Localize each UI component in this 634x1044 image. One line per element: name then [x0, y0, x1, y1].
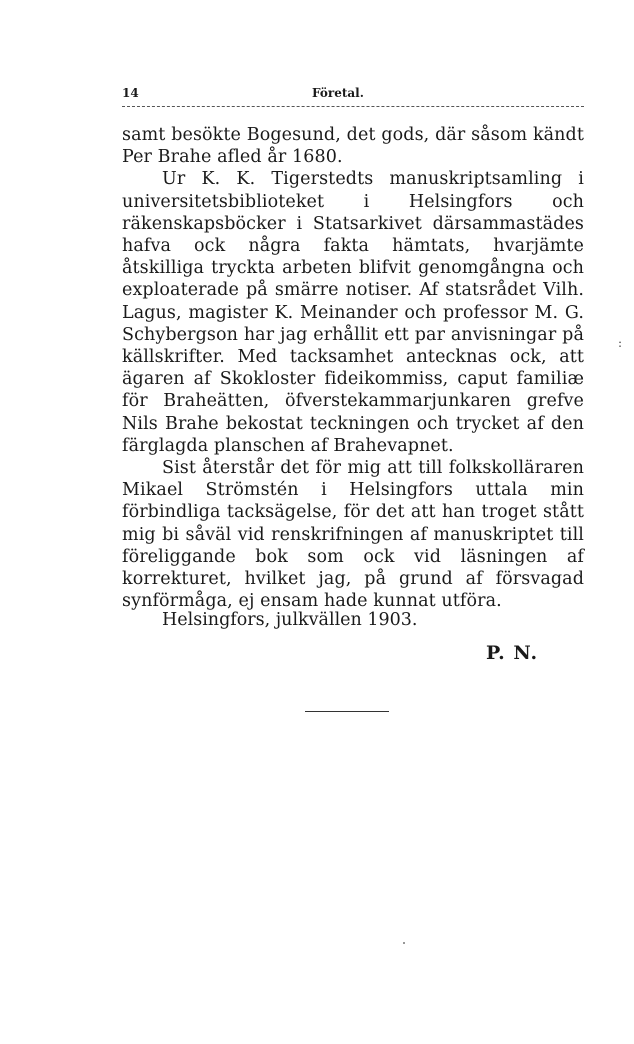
page-number: 14	[122, 86, 139, 100]
margin-mark: :	[618, 336, 623, 350]
paragraph-1: samt besökte Bogesund, det gods, där såsom kändt Per Brahe afled år 1680.	[122, 125, 584, 168]
header-rule	[122, 106, 584, 107]
end-rule	[305, 711, 389, 712]
running-title: Företal.	[312, 86, 364, 100]
dateline: Helsingfors, julkvällen 1903.	[162, 610, 418, 630]
body-text	[122, 124, 584, 612]
signature: P. N.	[486, 642, 539, 664]
scan-speck	[403, 942, 405, 944]
paragraph-3: Sist återstår det för mig att till folkskolläraren Mikael Strömstén i Helsingfors uttala min förbindliga tacksägelse, för det att han troget stått mig bi såväl vid renskrifningen af manuskriptet till föreliggande bok som ock vid läsningen af korrekturet, hvilket jag, på grund af försvagad synförmåga, ej ensam hade kunnat utföra.	[122, 458, 584, 612]
paragraph-2: Ur K. K. Tigerstedts manuskriptsamling i universitetsbiblioteket i Helsingfors och räkenskapsböcker i Statsarkivet därsammastädes hafva ock några fakta hämtats, hvarjämte åtskilliga tryckta arbeten blifvit genomgångna och exploaterade på smärre notiser. Af statsrådet Vilh. Lagus, magister K. Meinander och professor M. G. Schybergson har jag erhållit ett par anvisningar på källskrifter. Med tacksamhet antecknas ock, att ägaren af Skokloster fideikommiss, caput familiæ för Braheätten, öfverstekammarjunkaren grefve Nils Brahe bekostat teckningen och trycket af den färglagda planschen af Brahevapnet.	[122, 169, 584, 456]
